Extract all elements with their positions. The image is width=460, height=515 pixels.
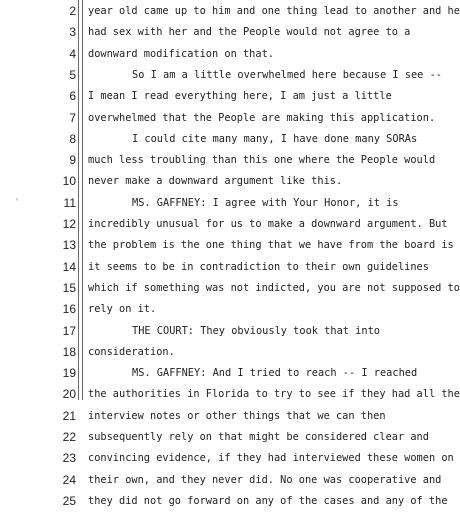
line-number: 9 bbox=[69, 153, 76, 168]
line-text: the problem is the one thing that we have from the board is bbox=[88, 239, 454, 252]
line-number: 15 bbox=[62, 280, 76, 295]
line-number: 14 bbox=[62, 259, 76, 274]
line-text: convincing evidence, if they had interviewed these women on bbox=[88, 452, 454, 465]
line-number: 25 bbox=[62, 493, 76, 508]
line-text: rely on it. bbox=[88, 303, 157, 316]
transcript-line bbox=[0, 153, 436, 174]
transcript-line bbox=[0, 196, 400, 217]
transcript-line bbox=[0, 131, 418, 153]
line-number: 8 bbox=[69, 131, 76, 146]
transcript-line bbox=[0, 430, 429, 451]
line-number: 4 bbox=[69, 46, 76, 61]
transcript-line bbox=[0, 493, 448, 515]
transcript-line bbox=[0, 302, 400, 323]
line-number: 17 bbox=[62, 323, 76, 338]
line-number: 3 bbox=[69, 25, 76, 40]
line-number: 23 bbox=[62, 451, 76, 466]
transcript-line bbox=[0, 89, 400, 110]
line-number: 18 bbox=[62, 344, 76, 359]
line-text: MS. GAFFNEY: I agree with Your Honor, it is bbox=[132, 196, 399, 209]
line-text: THE COURT: They obviously took that into bbox=[132, 324, 380, 337]
line-text: it seems to be in contradiction to their own guidelines bbox=[88, 260, 429, 273]
line-text: So I am a little overwhelmed here because I see -- bbox=[132, 68, 442, 81]
line-text: their own, and they never did. No one was cooperative and bbox=[88, 473, 442, 486]
line-text: interview notes or other things that we can then bbox=[88, 409, 386, 422]
transcript-line bbox=[0, 174, 400, 195]
transcript-line bbox=[0, 366, 418, 387]
line-text: MS. GAFFNEY: And I tried to reach -- I reached bbox=[132, 367, 418, 380]
transcript-line bbox=[0, 67, 442, 89]
line-number: 22 bbox=[62, 430, 76, 444]
transcript-line bbox=[0, 409, 400, 430]
transcript-line bbox=[0, 47, 400, 68]
margin-mark: ' bbox=[14, 197, 21, 208]
transcript-line bbox=[0, 259, 429, 281]
line-number: 7 bbox=[69, 110, 76, 125]
line-number: 21 bbox=[62, 408, 76, 423]
line-text: never make a downward argument like this. bbox=[88, 175, 343, 188]
transcript-line bbox=[0, 345, 400, 366]
line-text: the authorities in Florida to try to see if they had all the bbox=[88, 388, 460, 401]
line-number: 20 bbox=[62, 387, 76, 402]
transcript-line bbox=[0, 4, 460, 25]
line-text: they did not go forward on any of the cases and any of the bbox=[88, 494, 448, 507]
line-number: 10 bbox=[62, 174, 76, 189]
line-number: 11 bbox=[63, 195, 76, 210]
transcript-line bbox=[0, 324, 400, 345]
line-number: 6 bbox=[69, 89, 76, 104]
transcript-line bbox=[0, 25, 411, 46]
transcript-line bbox=[0, 472, 442, 494]
line-text: downward modification on that. bbox=[88, 47, 274, 60]
line-number: 13 bbox=[62, 238, 76, 253]
line-text: which if something was not indicted, you are not supposed to bbox=[88, 281, 460, 294]
line-text: had sex with her and the People would not agree to a bbox=[88, 26, 411, 39]
transcript-line bbox=[0, 280, 460, 302]
transcript-line bbox=[0, 451, 454, 472]
line-text: incredibly unusual for us to make a downward argument. But bbox=[88, 218, 448, 230]
line-text: consideration. bbox=[88, 345, 175, 358]
line-number: 2 bbox=[69, 4, 76, 18]
line-number: 12 bbox=[62, 217, 76, 231]
line-text: much less troubling than this one where the People would bbox=[88, 154, 436, 167]
transcript-line bbox=[0, 238, 454, 259]
transcript-line bbox=[0, 217, 448, 238]
line-number: 5 bbox=[69, 67, 76, 82]
line-number: 16 bbox=[62, 302, 76, 317]
line-text: I mean I read everything here, I am just a little bbox=[88, 90, 392, 103]
line-number: 19 bbox=[62, 366, 76, 381]
transcript-line bbox=[0, 110, 436, 132]
line-text: I could cite many many, I have done many SORAs bbox=[132, 132, 418, 145]
line-text: year old came up to him and one thing lead to another and he bbox=[88, 5, 460, 17]
line-text: subsequently rely on that might be considered clear and bbox=[88, 431, 429, 443]
line-text: overwhelmed that the People are making this application. bbox=[88, 111, 436, 124]
transcript-line bbox=[0, 387, 460, 408]
line-number: 24 bbox=[62, 472, 76, 487]
